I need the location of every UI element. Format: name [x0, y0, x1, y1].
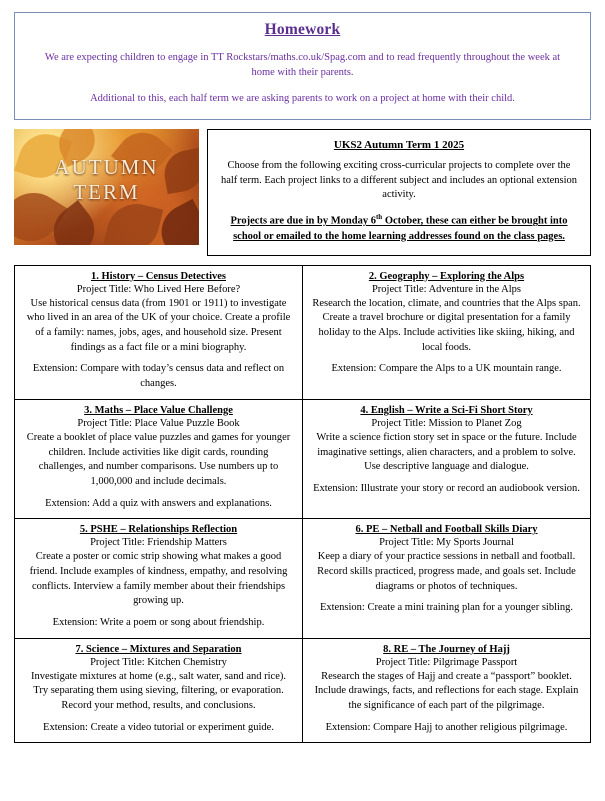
- project-cell-7: [15, 639, 303, 744]
- project-body: Investigate mixtures at home (e.g., salt water, sand and rice). Try separating them using sieving, filtering, or evaporation. Record your method, results, and conclusions.: [31, 670, 286, 712]
- banner-paragraph-1: We are expecting children to engage in TT Rockstars/maths.co.uk/Spag.com and to read frequently throughout the week at home with their parents.: [44, 52, 561, 79]
- project-body: Use historical census data (from 1901 or 1911) to investigate who lived in an area of the UK of your choice. Create a profile of a family: names, jobs, ages, and household size. Present findings as a fact file or a mini biography.: [26, 297, 291, 353]
- due-date-suffix: October, these can either be brought into school or emailed to the home learning addresses found on the class pages.: [233, 215, 568, 242]
- project-body: Create a booklet of place value puzzles and games for younger children. Include activities like digit cards, rounding challenges, and number comparisons. Use numbers up to 1,000,000 and include decimals.: [26, 431, 291, 487]
- project-cell-6: [303, 519, 591, 638]
- homework-banner: [14, 12, 591, 120]
- project-body: Write a science fiction story set in space or the future. Include imaginative settings, alien characters, and a problem to solve. Use descriptive language and dialogue.: [316, 431, 577, 473]
- project-extension: Extension: Write a poem or song about friendship.: [52, 617, 265, 628]
- project-title: Project Title: Kitchen Chemistry: [90, 656, 227, 668]
- project-body: Create a poster or comic strip showing what makes a good friend. Include examples of kindness, empathy, and resolving conflicts. Interview a family member about their friendships growing up.: [29, 551, 288, 607]
- project-extension: Extension: Create a video tutorial or experiment guide.: [43, 721, 274, 733]
- autumn-term-caption: [14, 155, 199, 206]
- project-heading: 4. English – Write a Sci-Fi Short Story: [360, 404, 533, 416]
- project-body: Research the stages of Hajj and create a “passport” booklet. Include drawings, facts, and reflections for each stage. Explain the significance of each part of the pilgrimage.: [314, 670, 579, 712]
- project-title: Project Title: Friendship Matters: [90, 537, 227, 549]
- project-cell-2: [303, 266, 591, 400]
- project-extension: Extension: Compare the Alps to a UK mountain range.: [331, 363, 562, 375]
- term-info-box: [207, 129, 591, 256]
- page-title: Homework: [264, 21, 341, 38]
- project-extension: Extension: Compare Hajj to another religious pilgrimage.: [325, 721, 568, 733]
- project-cell-3: [15, 400, 303, 519]
- project-title: Project Title: Adventure in the Alps: [371, 283, 522, 295]
- autumn-caption-line-1: AUTUMN: [54, 154, 159, 179]
- banner-paragraph-2: Additional to this, each half term we are asking parents to work on a project at home with their child.: [90, 93, 515, 105]
- project-cell-5: [15, 519, 303, 638]
- project-title: Project Title: My Sports Journal: [379, 537, 514, 549]
- project-heading: 6. PE – Netball and Football Skills Diary: [355, 524, 538, 536]
- project-heading: 1. History – Census Detectives: [90, 270, 227, 282]
- project-heading: 2. Geography – Exploring the Alps: [368, 270, 525, 282]
- project-title: Project Title: Who Lived Here Before?: [76, 283, 241, 295]
- project-heading: 5. PSHE – Relationships Reflection: [79, 524, 238, 536]
- intro-row: [14, 129, 591, 256]
- autumn-caption-line-2: TERM: [73, 180, 140, 205]
- project-heading: 3. Maths – Place Value Challenge: [84, 404, 233, 416]
- project-extension: Extension: Illustrate your story or record an audiobook version.: [313, 482, 580, 494]
- term-heading: UKS2 Autumn Term 1 2025: [333, 138, 465, 151]
- project-heading: 8. RE – The Journey of Hajj: [383, 643, 510, 655]
- project-cell-1: [15, 266, 303, 400]
- project-heading: 7. Science – Mixtures and Separation: [75, 643, 242, 655]
- project-title: Project Title: Mission to Planet Zog: [371, 417, 522, 429]
- term-description: Choose from the following exciting cross-curricular projects to complete over the half term. Each project links to a different subject and includes an optional extension activity.: [220, 159, 578, 201]
- project-body: Research the location, climate, and countries that the Alps span. Create a travel brochure or digital presentation for a family holiday to the Alps. Include activities like skiing, hiking, and local foods.: [312, 297, 581, 353]
- project-extension: Extension: Compare with today’s census data and reflect on changes.: [32, 363, 285, 390]
- project-body: Keep a diary of your practice sessions in netball and football. Record skills practiced, progress made, and goals set. Include diagrams or photos of techniques.: [317, 551, 576, 592]
- due-date-ordinal: th: [375, 213, 383, 222]
- due-date-prefix: Projects are due in by Monday 6: [230, 215, 376, 227]
- autumn-term-image: [14, 129, 199, 245]
- project-cell-8: [303, 639, 591, 744]
- project-title: Project Title: Place Value Puzzle Book: [77, 417, 240, 429]
- project-extension: Extension: Create a mini training plan for a younger sibling.: [319, 602, 574, 614]
- project-extension: Extension: Add a quiz with answers and explanations.: [45, 497, 272, 509]
- due-date-notice: [220, 213, 578, 244]
- project-cell-4: [303, 400, 591, 519]
- project-title: Project Title: Pilgrimage Passport: [375, 656, 518, 668]
- projects-grid: [14, 265, 591, 744]
